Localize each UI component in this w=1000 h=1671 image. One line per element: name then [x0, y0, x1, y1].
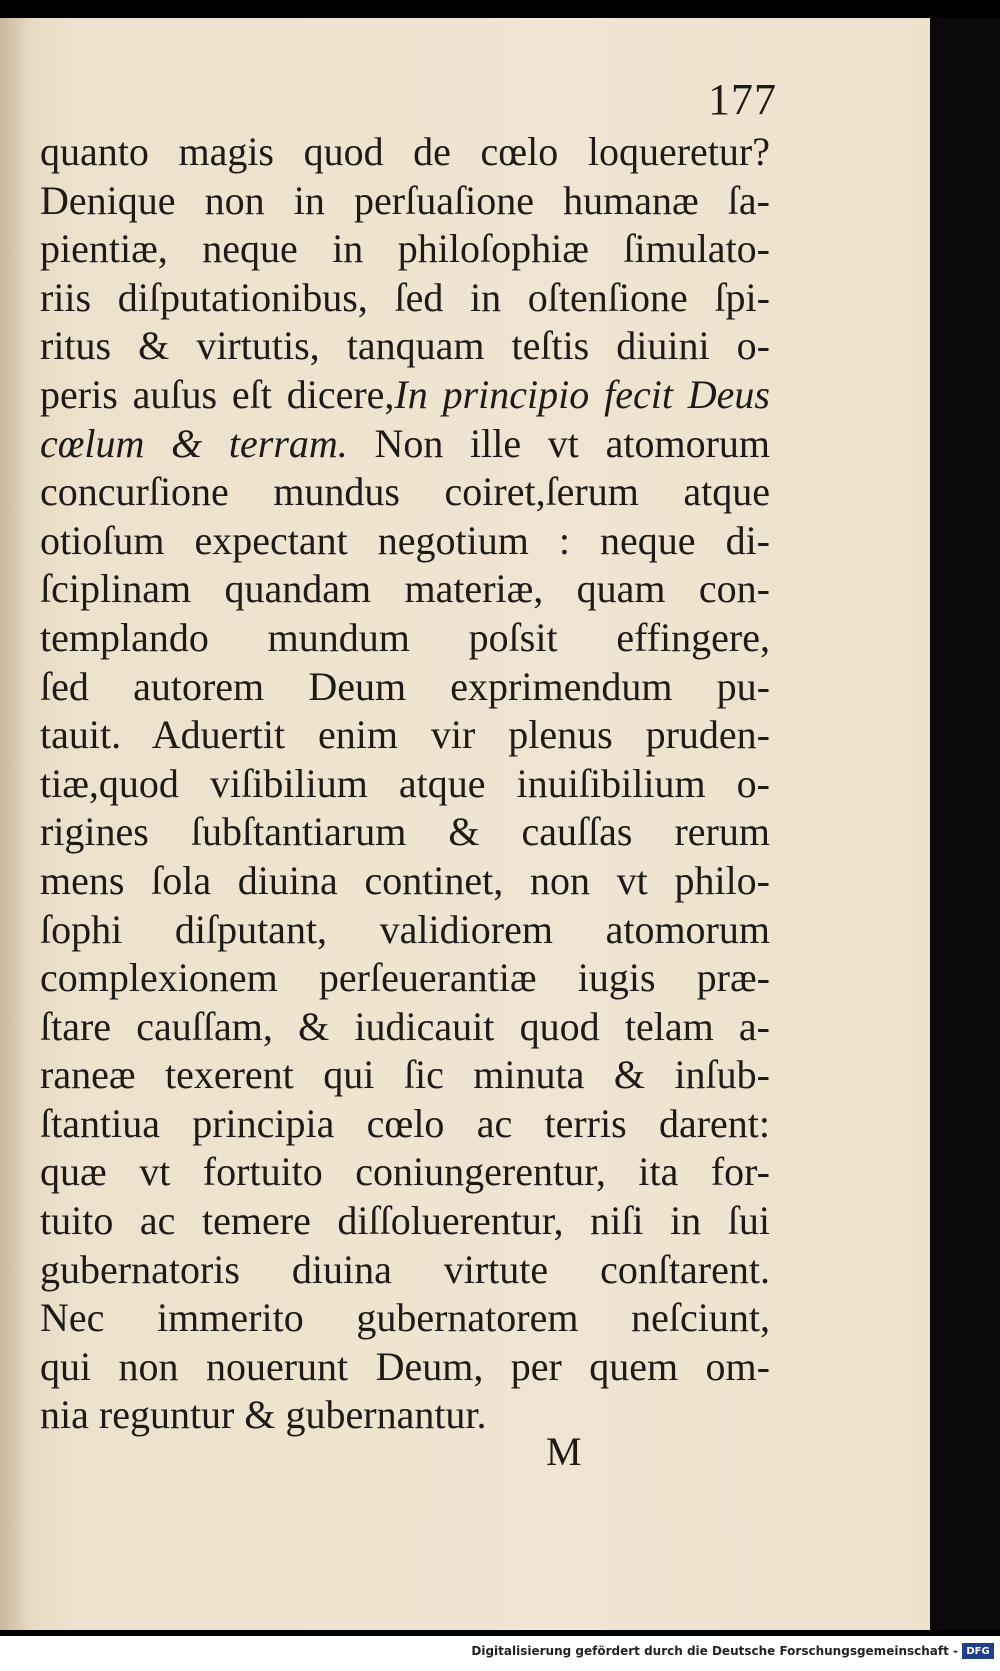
text-line: quanto magis quod de cœlo loqueretur? [40, 129, 770, 174]
text-line: rigines ſubſtantiarum & cauſſas rerum [40, 809, 770, 855]
catchword: M [546, 1429, 582, 1474]
italic-quote: In principio fecit Deus [394, 371, 770, 417]
body-text [40, 128, 770, 1440]
text-line-roman: Non ille vt atomorum [347, 420, 771, 466]
text-line: gubernatoris diuina virtute conſtarent. [40, 1246, 770, 1292]
gutter-shadow [0, 18, 30, 1630]
text-line: ritus & virtutis, tanquam teſtis diuini o- [40, 323, 770, 369]
text-line: tauit. Aduertit enim vir plenus pruden- [40, 712, 770, 758]
text-line: ſtare cauſſam, & iudicauit quod telam a- [40, 1003, 770, 1049]
text-line: concurſione mundus coiret,ſerum atque [40, 469, 770, 515]
footer-bar [0, 1636, 1000, 1671]
text-line: ſtantiua principia cœlo ac terris darent: [40, 1100, 770, 1146]
text-line: quæ vt fortuito coniungerentur, ita for- [40, 1149, 770, 1195]
page-number: 177 [708, 75, 777, 124]
italic-quote-end: cœlum & terram. [40, 420, 348, 466]
text-line: mens ſola diuina continet, non vt philo- [40, 857, 770, 903]
text-line: qui non nouerunt Deum, per quem om- [40, 1343, 770, 1389]
text-line [40, 371, 770, 420]
text-line: Denique non in perſuaſione humanæ ſa- [40, 177, 770, 223]
text-line-roman: peris auſus eſt dicere, [40, 371, 395, 417]
text-line: tiæ,quod viſibilium atque inuiſibilium o- [40, 760, 770, 806]
text-line: riis diſputationibus, ſed in oſtenſione ſpi- [40, 274, 770, 320]
text-line: Nec immerito gubernatorem neſciunt, [40, 1295, 770, 1341]
dfg-logo: DFG [962, 1643, 994, 1659]
text-line [40, 420, 770, 469]
text-line: tuito ac temere diſſoluerentur, niſi in ſui [40, 1198, 770, 1244]
text-line: pientiæ, neque in philoſophiæ ſimulato- [40, 226, 770, 272]
page-edge [930, 18, 1000, 1630]
text-line: raneæ texerent qui ſic minuta & inſub- [40, 1052, 770, 1098]
text-line: otioſum expectant negotium : neque di- [40, 517, 770, 563]
text-line: ſciplinam quandam materiæ, quam con- [40, 566, 770, 612]
text-line: nia reguntur & gubernantur. [40, 1392, 487, 1438]
text-line: ſophi diſputant, validiorem atomorum [40, 906, 770, 952]
funding-credit: Digitalisierung gefördert durch die Deutsche Forschungsgemeinschaft - [471, 1644, 958, 1658]
text-line: templando mundum poſsit effingere, [40, 614, 770, 660]
text-line: complexionem perſeuerantiæ iugis præ- [40, 955, 770, 1001]
text-line: ſed autorem Deum exprimendum pu- [40, 663, 770, 709]
